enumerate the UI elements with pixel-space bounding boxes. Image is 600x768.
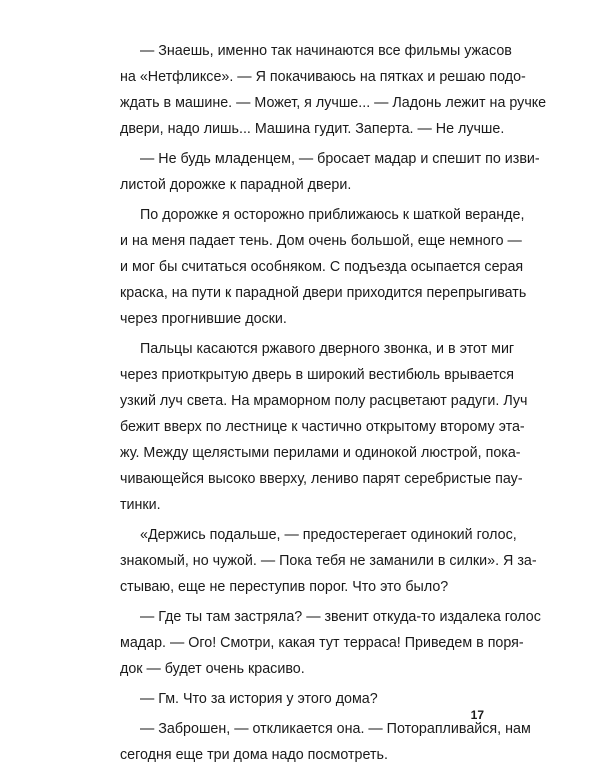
- page-number: 17: [470, 708, 484, 722]
- text-line: двери, надо лишь... Машина гудит. Заперта. — Не лучше.: [120, 121, 505, 137]
- text-line: док — будет очень красиво.: [120, 661, 305, 677]
- text-line: листой дорожке к парадной двери.: [120, 177, 352, 193]
- text-line: бежит вверх по лестнице к частично открытому второму эта-: [120, 419, 525, 435]
- text-line: стываю, еще не переступив порог. Что это было?: [120, 579, 449, 595]
- text-line: «Держись подальше, — предостерегает одинокий голос,: [140, 527, 517, 543]
- text-line: через прогнившие доски.: [120, 311, 287, 327]
- text-line: и мог бы считаться особняком. С подъезда осыпается серая: [120, 259, 524, 275]
- text-line: и на меня падает тень. Дом очень большой, еще немного —: [120, 233, 522, 249]
- text-line: — Заброшен, — откликается она. — Поторапливайся, нам: [140, 721, 531, 737]
- text-line: жу. Между щелястыми перилами и одинокой люстрой, пока-: [120, 445, 521, 461]
- text-line: — Не будь младенцем, — бросает мадар и спешит по изви-: [140, 151, 540, 167]
- text-line: на «Нетфликсе». — Я покачиваюсь на пятках и решаю подо-: [120, 69, 526, 85]
- text-line: — Где ты там застряла? — звенит откуда-то издалека голос: [140, 609, 541, 625]
- text-line: через приоткрытую дверь в широкий вестибюль врывается: [120, 367, 515, 383]
- text-line: — Знаешь, именно так начинаются все фильмы ужасов: [140, 43, 512, 59]
- text-line: — Гм. Что за история у этого дома?: [140, 691, 378, 707]
- text-line: Пальцы касаются ржавого дверного звонка, и в этот миг: [140, 341, 515, 357]
- text-line: По дорожке я осторожно приближаюсь к шаткой веранде,: [140, 207, 525, 223]
- text-line: мадар. — Ого! Смотри, какая тут терраса! Приведем в поря-: [120, 635, 524, 651]
- text-line: краска, на пути к парадной двери приходится перепрыгивать: [120, 285, 527, 301]
- text-line: узкий луч света. На мраморном полу расцветают радуги. Луч: [120, 393, 528, 409]
- text-line: чивающейся высоко вверху, лениво парят серебристые пау-: [120, 471, 523, 487]
- text-line: ждать в машине. — Может, я лучше... — Ладонь лежит на ручке: [120, 95, 547, 111]
- text-line: сегодня еще три дома надо посмотреть.: [120, 747, 388, 763]
- text-line: тинки.: [120, 497, 161, 513]
- text-line: знакомый, но чужой. — Пока тебя не заманили в силки». Я за-: [120, 553, 537, 569]
- body-text: [120, 38, 547, 768]
